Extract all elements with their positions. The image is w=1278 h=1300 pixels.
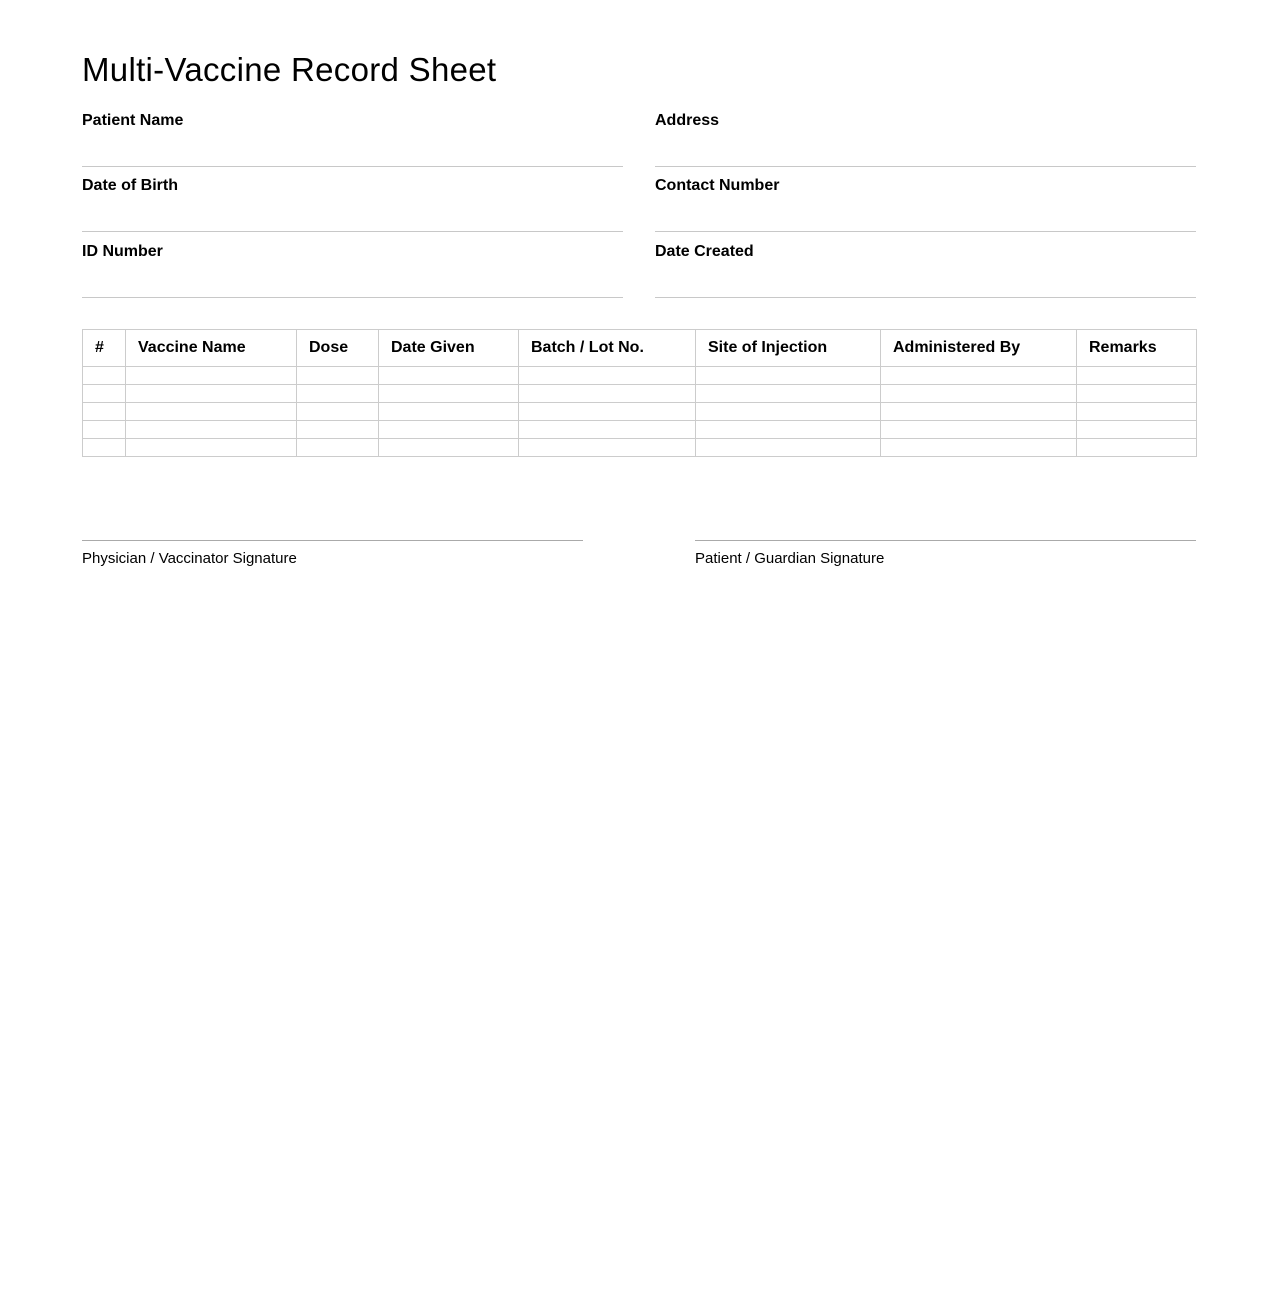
table-cell[interactable]	[519, 439, 696, 457]
table-cell[interactable]	[297, 421, 379, 439]
table-cell[interactable]	[379, 421, 519, 439]
field-label: Address	[655, 112, 720, 129]
table-row	[83, 439, 1197, 457]
field-label: Date of Birth	[82, 177, 178, 194]
date-created-field[interactable]	[655, 241, 1196, 298]
table-cell[interactable]	[881, 367, 1077, 385]
table-row	[83, 367, 1197, 385]
table-cell[interactable]	[379, 439, 519, 457]
header-date-given: Date Given	[379, 330, 519, 367]
table-cell[interactable]	[379, 385, 519, 403]
table-cell[interactable]	[1077, 403, 1197, 421]
table-cell[interactable]	[83, 439, 126, 457]
table-cell[interactable]	[1077, 367, 1197, 385]
table-cell[interactable]	[126, 439, 297, 457]
page-title: Multi-Vaccine Record Sheet	[82, 51, 497, 88]
date-of-birth-field[interactable]	[82, 175, 623, 232]
table-cell[interactable]	[881, 385, 1077, 403]
header-site-of-injection: Site of Injection	[696, 330, 881, 367]
header-administered-by: Administered By	[881, 330, 1077, 367]
table-cell[interactable]	[126, 385, 297, 403]
field-label: Contact Number	[655, 177, 780, 194]
table-cell[interactable]	[297, 403, 379, 421]
header-batch-lot: Batch / Lot No.	[519, 330, 696, 367]
table-cell[interactable]	[881, 421, 1077, 439]
table-cell[interactable]	[126, 421, 297, 439]
table-cell[interactable]	[696, 439, 881, 457]
table-cell[interactable]	[696, 403, 881, 421]
table-cell[interactable]	[881, 403, 1077, 421]
field-label: Date Created	[655, 243, 754, 260]
table-row	[83, 385, 1197, 403]
table-cell[interactable]	[126, 403, 297, 421]
header-remarks: Remarks	[1077, 330, 1197, 367]
table-cell[interactable]	[696, 421, 881, 439]
id-number-field[interactable]	[82, 241, 623, 298]
table-cell[interactable]	[83, 421, 126, 439]
physician-signature-label: Physician / Vaccinator Signature	[82, 550, 297, 567]
header-dose: Dose	[297, 330, 379, 367]
physician-signature-line[interactable]	[82, 540, 583, 568]
table-cell[interactable]	[1077, 385, 1197, 403]
table-cell[interactable]	[83, 385, 126, 403]
table-cell[interactable]	[696, 367, 881, 385]
table-cell[interactable]	[519, 403, 696, 421]
patient-signature-line[interactable]	[695, 540, 1196, 568]
table-cell[interactable]	[379, 367, 519, 385]
table-cell[interactable]	[519, 385, 696, 403]
address-field[interactable]	[655, 110, 1196, 167]
vaccine-record-table	[82, 329, 1197, 457]
vaccine-table-container	[82, 329, 1196, 457]
header-number: #	[83, 330, 126, 367]
header-vaccine-name: Vaccine Name	[126, 330, 297, 367]
contact-number-field[interactable]	[655, 175, 1196, 232]
table-cell[interactable]	[519, 421, 696, 439]
patient-name-field[interactable]	[82, 110, 623, 167]
table-cell[interactable]	[696, 385, 881, 403]
table-cell[interactable]	[379, 403, 519, 421]
table-cell[interactable]	[519, 367, 696, 385]
table-cell[interactable]	[83, 403, 126, 421]
table-cell[interactable]	[126, 367, 297, 385]
table-header-row	[83, 330, 1197, 367]
table-cell[interactable]	[881, 439, 1077, 457]
table-cell[interactable]	[1077, 421, 1197, 439]
table-cell[interactable]	[297, 439, 379, 457]
table-cell[interactable]	[1077, 439, 1197, 457]
field-label: ID Number	[82, 243, 163, 260]
table-row	[83, 421, 1197, 439]
field-label: Patient Name	[82, 112, 184, 129]
table-row	[83, 403, 1197, 421]
table-cell[interactable]	[83, 367, 126, 385]
patient-signature-label: Patient / Guardian Signature	[695, 550, 885, 567]
table-cell[interactable]	[297, 385, 379, 403]
table-cell[interactable]	[297, 367, 379, 385]
